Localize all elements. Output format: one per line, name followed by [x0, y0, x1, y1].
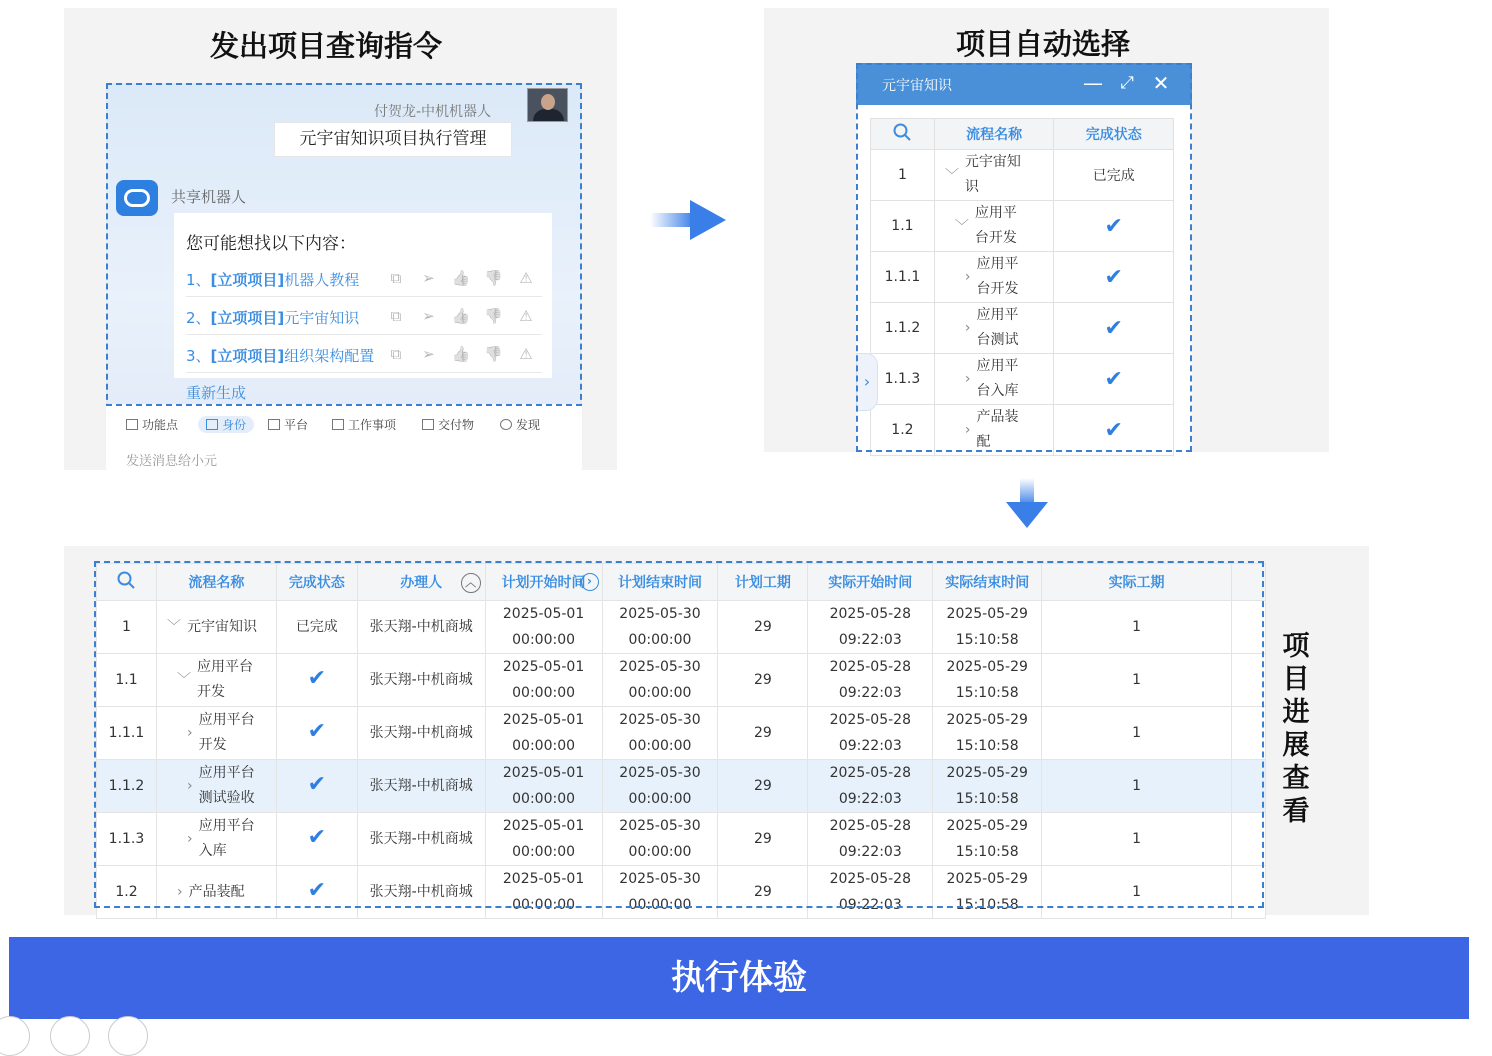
row-id: 1.1	[871, 201, 935, 252]
col-process-name[interactable]: 流程名称	[934, 119, 1054, 150]
check-icon: ✔	[1104, 315, 1123, 341]
date-text: 2025-05-29	[946, 818, 1028, 834]
time-text: 09:22:03	[838, 685, 902, 701]
date-text: 2025-05-30	[619, 818, 701, 834]
col-actual-end[interactable]: 实际结束时间	[933, 564, 1042, 601]
copy-icon[interactable]: ⧉	[390, 307, 402, 325]
check-icon: ✔	[307, 772, 327, 797]
row-name-line1: 应用平台	[198, 818, 255, 834]
robot-icon	[116, 180, 158, 216]
chevron-right-icon[interactable]: ›	[964, 371, 971, 387]
row-actual-days: 1	[1042, 601, 1232, 654]
row-name-line1: 应用平	[974, 205, 1017, 221]
thumbs-up-icon[interactable]: 👍	[451, 345, 471, 363]
arrow-right-icon	[650, 200, 726, 240]
time-text: 09:22:03	[838, 844, 902, 860]
row-name-line1: 应用平台	[198, 765, 255, 781]
toolbar-identity[interactable]: 身份	[198, 416, 254, 433]
grid-icon	[126, 419, 138, 430]
dialog-title: 元宇宙知识	[882, 78, 952, 94]
suggestion-index: 3、	[186, 347, 211, 365]
copy-icon[interactable]: ⧉	[390, 269, 402, 287]
check-icon: ✔	[307, 666, 327, 691]
row-name-line1: 产品装配	[188, 883, 245, 900]
date-text: 2025-05-01	[502, 712, 585, 728]
row-actual-days: 1	[1042, 813, 1232, 866]
row-actual-days: 1	[1042, 866, 1232, 919]
chevron-down-icon[interactable]: ﹀	[176, 672, 191, 688]
col-process-name[interactable]: 流程名称	[156, 564, 276, 601]
date-text: 2025-05-29	[946, 606, 1028, 622]
row-id: 1	[97, 601, 157, 654]
time-text: 09:22:03	[838, 897, 902, 913]
suggestion-tag: [立项项目]	[210, 347, 285, 365]
maximize-icon[interactable]: ⤢	[1120, 73, 1134, 93]
user-message: 元宇宙知识项目执行管理	[274, 122, 512, 157]
suggestion-text	[186, 345, 374, 366]
row-plan-days: 29	[718, 866, 808, 919]
time-text: 09:22:03	[838, 738, 902, 754]
zoom-icon[interactable]	[50, 1016, 90, 1056]
suggestion-tag: [立项项目]	[210, 271, 285, 289]
col-actual-days[interactable]: 实际工期	[1042, 564, 1232, 601]
row-name-line1: 元宇宙知	[964, 154, 1021, 170]
row-name-line1: 应用平	[976, 256, 1019, 272]
date-text: 2025-05-30	[619, 765, 701, 781]
row-id: 1.1	[97, 654, 157, 707]
row-id: 1.2	[97, 866, 157, 919]
print-icon[interactable]	[0, 1016, 30, 1056]
progress-highlight-frame	[94, 561, 1264, 908]
time-text: 00:00:00	[512, 791, 576, 807]
time-text: 00:00:00	[628, 844, 692, 860]
send-icon[interactable]: ➢	[422, 269, 435, 287]
row-id: 1.1.1	[97, 707, 157, 760]
row-name-line2: 开发	[198, 737, 227, 753]
time-text: 00:00:00	[628, 738, 692, 754]
warning-icon[interactable]: ⚠	[519, 345, 533, 363]
reply-lead: 您可能想找以下内容：	[186, 234, 356, 254]
row-plan-days: 29	[718, 760, 808, 813]
time-text: 15:10:58	[955, 632, 1019, 648]
col-plan-start[interactable]: 计划开始时间 ›	[485, 564, 602, 601]
row-name-line1: 应用平	[976, 307, 1019, 323]
row-id: 1	[871, 150, 935, 201]
status-text: 已完成	[295, 619, 338, 635]
warning-icon[interactable]: ⚠	[519, 307, 533, 325]
chevron-down-icon[interactable]: ﹀	[166, 619, 181, 635]
suggestion-actions	[386, 344, 536, 366]
row-plan-days: 29	[718, 601, 808, 654]
chevron-right-icon[interactable]: ›	[856, 353, 878, 411]
time-text: 00:00:00	[628, 685, 692, 701]
user-name: 付贺龙-中机机器人	[374, 104, 492, 120]
layers-icon	[422, 419, 434, 430]
toolbar-work-items[interactable]: 工作事项	[332, 416, 396, 433]
date-text: 2025-05-01	[502, 765, 585, 781]
time-text: 00:00:00	[512, 632, 576, 648]
col-status[interactable]: 完成状态	[276, 564, 357, 601]
arrow-down-icon	[1006, 478, 1048, 528]
date-text: 2025-05-30	[619, 606, 701, 622]
chevron-down-icon[interactable]: ﹀	[944, 168, 959, 184]
thumbs-down-icon[interactable]: 👎	[484, 345, 503, 363]
collapse-up-icon[interactable]: ︿	[461, 573, 481, 593]
send-icon[interactable]: ➢	[422, 307, 435, 325]
time-text: 15:10:58	[955, 791, 1019, 807]
time-text: 15:10:58	[955, 685, 1019, 701]
suggestion-actions	[386, 306, 536, 328]
identity-icon	[206, 419, 218, 430]
suggestion-label[interactable]: 元宇宙知识	[284, 309, 360, 327]
platform-icon	[268, 419, 280, 430]
row-name-line1: 应用平	[976, 358, 1019, 374]
row-id: 1.1.2	[97, 760, 157, 813]
regenerate-link[interactable]: 重新生成	[186, 384, 247, 402]
suggestion-actions	[386, 268, 536, 290]
time-text: 00:00:00	[512, 844, 576, 860]
time-text: 00:00:00	[512, 738, 576, 754]
row-owner: 张天翔-中机商城	[357, 707, 485, 760]
row-owner: 张天翔-中机商城	[357, 654, 485, 707]
row-name-line2: 开发	[196, 684, 225, 700]
thumbs-down-icon[interactable]: 👎	[484, 269, 503, 287]
time-text: 00:00:00	[628, 632, 692, 648]
toolbar-deliverables[interactable]: 交付物	[422, 416, 474, 433]
progress-panel	[64, 546, 1369, 915]
row-id: 1.1.2	[871, 303, 935, 354]
date-text: 2025-05-30	[619, 712, 701, 728]
check-icon: ✔	[1104, 213, 1123, 239]
row-name-line1: 产品装	[976, 409, 1019, 425]
time-text: 00:00:00	[628, 791, 692, 807]
row-name-line1: 元宇宙知识	[186, 618, 257, 635]
chat-panel	[64, 8, 617, 470]
date-text: 2025-05-01	[502, 606, 585, 622]
auto-select-panel	[764, 8, 1329, 452]
row-name-line2: 台开发	[974, 230, 1017, 246]
auto-panel-title: 项目自动选择	[956, 27, 1131, 61]
scroll-right-icon[interactable]: ›	[581, 573, 599, 591]
col-plan-days[interactable]: 计划工期	[718, 564, 808, 601]
banner-title: 执行体验	[9, 937, 1469, 1019]
row-actual-days: 1	[1042, 654, 1232, 707]
row-id: 1.2	[871, 405, 935, 456]
col-status[interactable]: 完成状态	[1054, 119, 1174, 150]
row-id: 1.1.3	[97, 813, 157, 866]
row-owner: 张天翔-中机商城	[357, 601, 485, 654]
toolbar-platform[interactable]: 平台	[268, 416, 308, 433]
row-name-line2: 台入库	[976, 383, 1019, 399]
chevron-right-icon[interactable]: ›	[186, 778, 193, 794]
chevron-right-icon[interactable]: ›	[176, 884, 183, 900]
suggestion-label[interactable]: 组织架构配置	[284, 347, 375, 365]
message-input[interactable]: 发送消息给小元	[126, 454, 218, 469]
date-text: 2025-05-30	[619, 871, 701, 887]
row-name-line2: 识	[964, 179, 979, 195]
warning-icon[interactable]: ⚠	[519, 269, 533, 287]
thumbs-up-icon[interactable]: 👍	[451, 269, 471, 287]
row-name-line2: 台测试	[976, 332, 1019, 348]
avatar	[527, 88, 568, 122]
row-owner: 张天翔-中机商城	[357, 760, 485, 813]
minimize-icon[interactable]: —	[1083, 71, 1103, 95]
toolbar-discover[interactable]: 发现	[500, 416, 540, 433]
time-text: 00:00:00	[512, 685, 576, 701]
row-name-line2: 入库	[198, 843, 227, 859]
time-text: 15:10:58	[955, 844, 1019, 860]
date-text: 2025-05-28	[829, 818, 911, 834]
row-name-line1: 应用平台	[196, 659, 253, 675]
chevron-right-icon[interactable]: ›	[186, 725, 193, 741]
chevron-down-icon[interactable]: ﹀	[954, 219, 969, 235]
date-text: 2025-05-28	[829, 871, 911, 887]
suggestion-index: 2、	[186, 309, 211, 327]
copy-icon[interactable]: ⧉	[390, 345, 402, 363]
check-icon: ✔	[1104, 264, 1123, 290]
chat-panel-title: 发出项目查询指令	[210, 29, 443, 63]
check-icon: ✔	[307, 719, 327, 744]
row-owner: 张天翔-中机商城	[357, 866, 485, 919]
time-text: 15:10:58	[955, 738, 1019, 754]
col-owner[interactable]: 办理人 ︿	[357, 564, 485, 601]
auto-highlight-frame	[856, 63, 1192, 452]
bot-reply	[174, 213, 552, 378]
row-owner: 张天翔-中机商城	[357, 813, 485, 866]
suggestion-item[interactable]	[186, 261, 542, 297]
suggestion-text	[186, 307, 359, 328]
time-text: 09:22:03	[838, 791, 902, 807]
row-name-line2: 配	[976, 434, 991, 450]
more-icon[interactable]	[108, 1016, 148, 1056]
time-text: 15:10:58	[955, 897, 1019, 913]
time-text: 09:22:03	[838, 632, 902, 648]
row-plan-days: 29	[718, 813, 808, 866]
row-id: 1.1.1	[871, 252, 935, 303]
date-text: 2025-05-29	[946, 659, 1028, 675]
row-actual-days: 1	[1042, 707, 1232, 760]
check-icon: ✔	[1104, 366, 1123, 392]
progress-panel-title: 项 目 进 展 查 看	[1282, 631, 1310, 827]
row-id: 1.1.3	[871, 354, 935, 405]
status-text: 已完成	[1092, 168, 1135, 184]
date-text: 2025-05-28	[829, 659, 911, 675]
row-actual-days: 1	[1042, 760, 1232, 813]
row-name-line2: 台开发	[976, 281, 1019, 297]
suggestion-text	[186, 269, 359, 290]
suggestion-item[interactable]	[186, 337, 542, 373]
close-icon[interactable]: ✕	[1152, 71, 1170, 95]
suggestion-index: 1、	[186, 271, 211, 289]
chevron-right-icon[interactable]: ›	[964, 422, 971, 438]
date-text: 2025-05-28	[829, 765, 911, 781]
date-text: 2025-05-30	[619, 659, 701, 675]
date-text: 2025-05-01	[502, 871, 585, 887]
col-plan-end[interactable]: 计划结束时间	[602, 564, 718, 601]
chevron-right-icon[interactable]: ›	[964, 269, 971, 285]
row-name-line2: 测试验收	[198, 790, 255, 806]
col-actual-start[interactable]: 实际开始时间	[808, 564, 933, 601]
time-text: 00:00:00	[628, 897, 692, 913]
chevron-right-icon[interactable]: ›	[964, 320, 971, 336]
row-name-line1: 应用平台	[198, 712, 255, 728]
refresh-icon	[500, 419, 512, 430]
thumbs-up-icon[interactable]: 👍	[451, 307, 471, 325]
row-plan-days: 29	[718, 654, 808, 707]
suggestion-item[interactable]	[186, 299, 542, 335]
time-text: 00:00:00	[512, 897, 576, 913]
date-text: 2025-05-01	[502, 818, 585, 834]
list-icon	[332, 419, 344, 430]
date-text: 2025-05-01	[502, 659, 585, 675]
chat-toolbar	[106, 404, 582, 470]
date-text: 2025-05-29	[946, 712, 1028, 728]
date-text: 2025-05-28	[829, 712, 911, 728]
date-text: 2025-05-28	[829, 606, 911, 622]
check-icon: ✔	[307, 878, 327, 903]
date-text: 2025-05-29	[946, 871, 1028, 887]
suggestion-tag: [立项项目]	[210, 309, 285, 327]
check-icon: ✔	[307, 825, 327, 850]
chevron-right-icon[interactable]: ›	[186, 831, 193, 847]
bot-name: 共享机器人	[171, 188, 247, 206]
check-icon: ✔	[1104, 417, 1123, 443]
suggestion-label[interactable]: 机器人教程	[284, 271, 360, 289]
send-icon[interactable]: ➢	[422, 345, 435, 363]
date-text: 2025-05-29	[946, 765, 1028, 781]
row-plan-days: 29	[718, 707, 808, 760]
thumbs-down-icon[interactable]: 👎	[484, 307, 503, 325]
toolbar-function-point[interactable]: 功能点	[126, 416, 178, 433]
